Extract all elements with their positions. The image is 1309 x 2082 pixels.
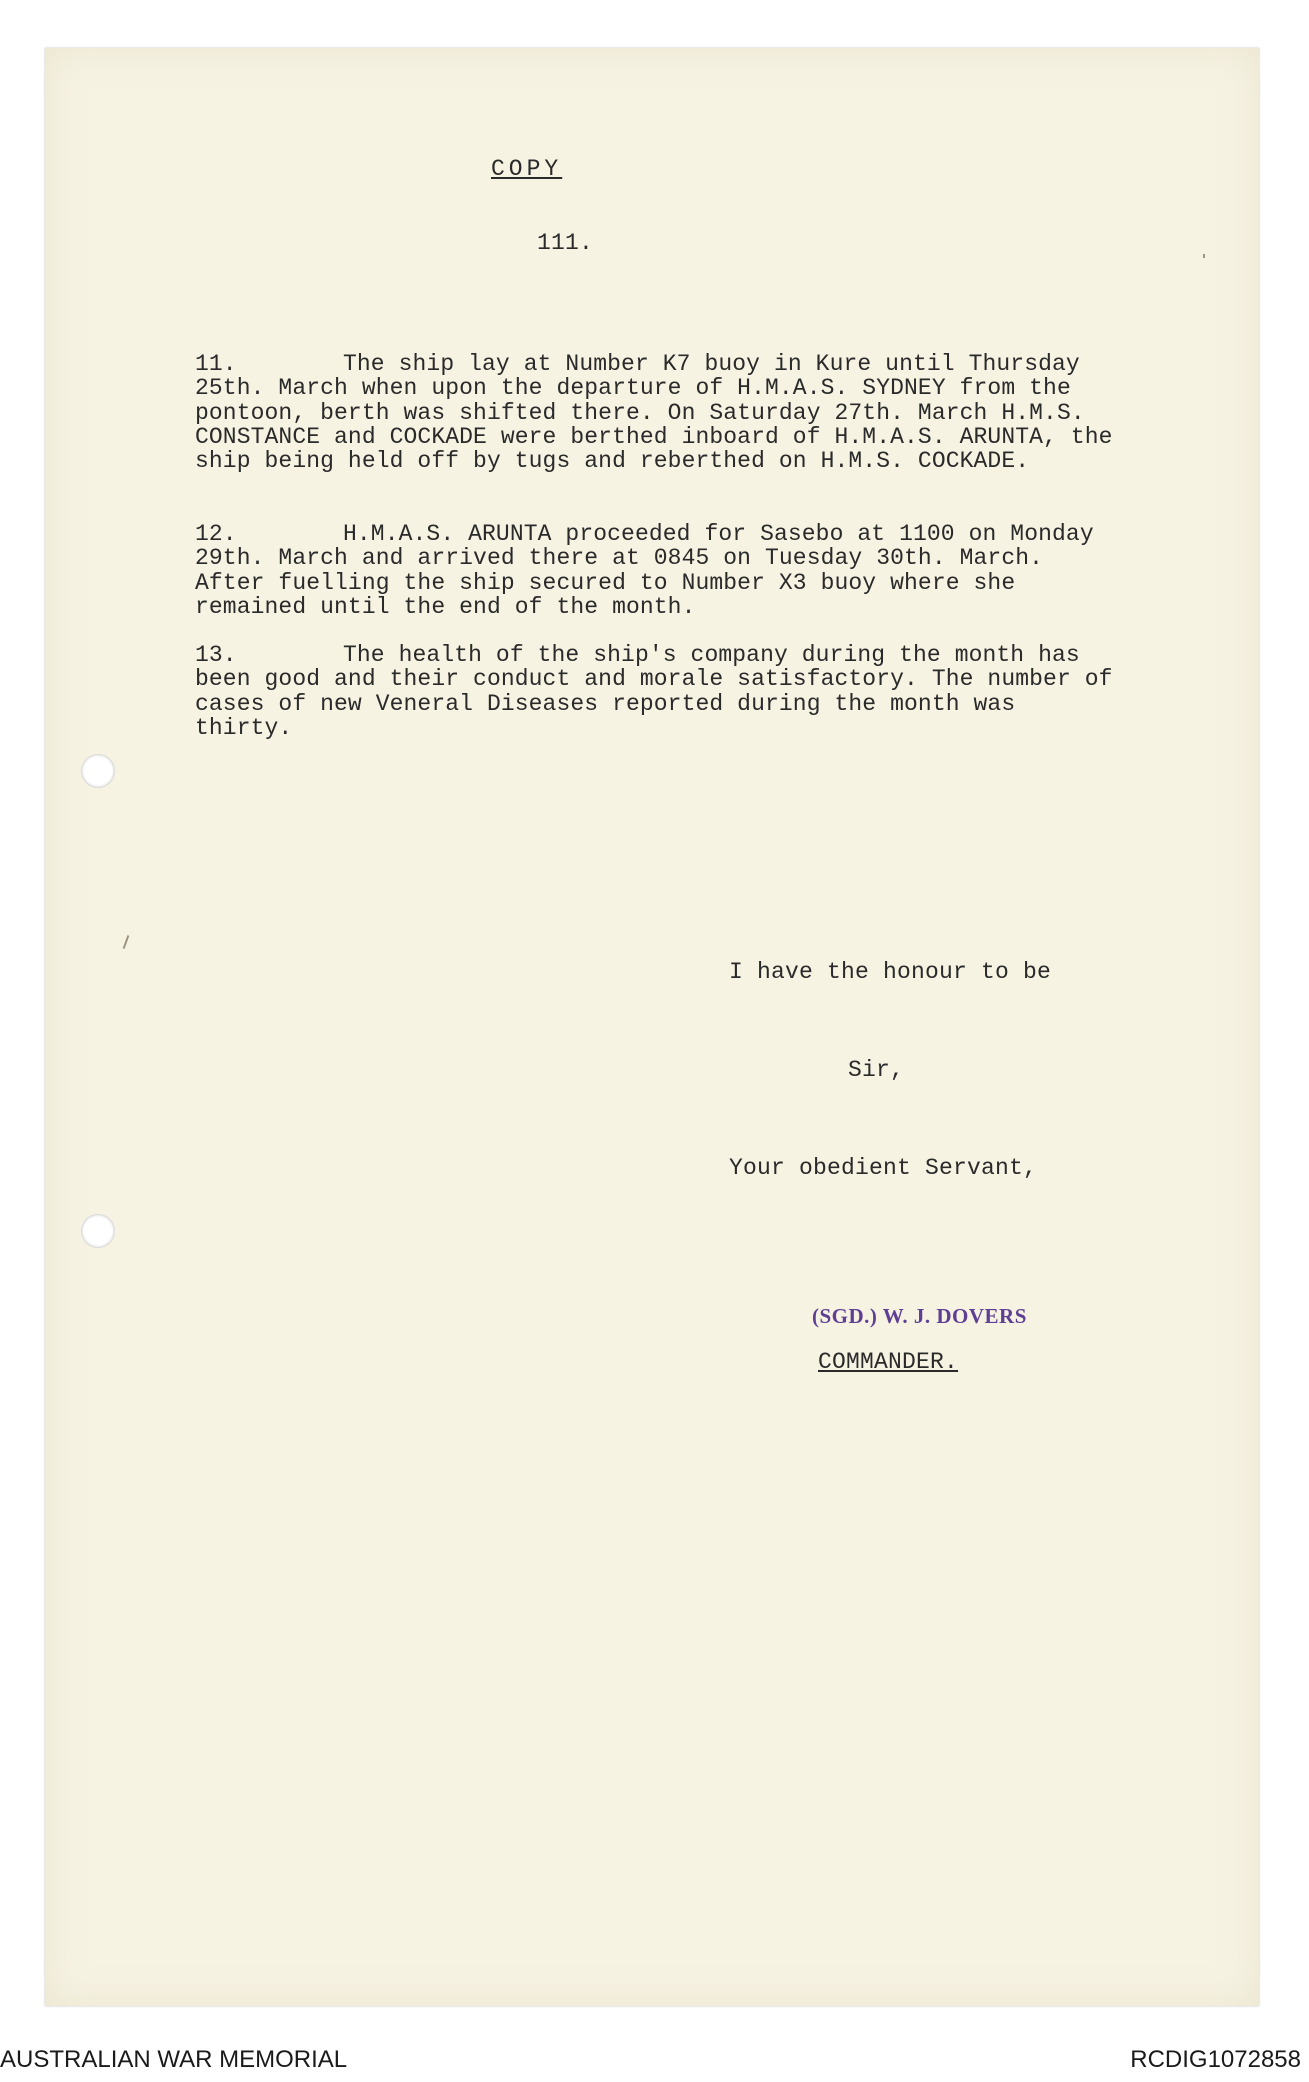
paragraph-text: The health of the ship's company during the month has been good and their conduct and morale satisfactory. The number of cases of new Veneral Diseases reported during the month was thirty. xyxy=(195,642,1113,741)
paper-mark xyxy=(1203,254,1205,258)
closing-line-sir: Sir, xyxy=(848,1057,905,1083)
paragraph-number: 13. xyxy=(195,642,237,668)
paragraph-11 xyxy=(195,352,1115,473)
paragraph-12 xyxy=(195,522,1115,619)
paragraph-text: The ship lay at Number K7 buoy in Kure until Thursday 25th. March when upon the departure of H.M.A.S. SYDNEY from the pontoon, berth was shifted there. On Saturday 27th. March H.M.S. CONSTANCE and COCKADE were berthed inboard of H.M.A.S. ARUNTA, the ship being held off by tugs and reberthed on H.M.S. COCKADE. xyxy=(195,351,1113,475)
paragraph-number: 11. xyxy=(195,351,237,377)
document-heading: COPY xyxy=(491,156,563,182)
page-number: 111. xyxy=(537,230,594,256)
signatory-title: COMMANDER. xyxy=(818,1349,959,1375)
paragraph-number: 12. xyxy=(195,521,237,547)
paragraph-text: H.M.A.S. ARUNTA proceeded for Sasebo at 1100 on Monday 29th. March and arrived there at 0845 on Tuesday 30th. March. After fuelling the ship secured to Number X3 buoy where she remained until the end of the month. xyxy=(195,521,1094,620)
paragraph-13 xyxy=(195,643,1115,740)
footer-record-id: RCDIG1072858 xyxy=(1130,2046,1301,2073)
document-page xyxy=(45,48,1259,2006)
punch-hole-bottom xyxy=(81,1214,115,1248)
punch-hole-top xyxy=(81,754,115,788)
closing-line-honour: I have the honour to be xyxy=(729,959,1052,985)
signature-stamp: (SGD.) W. J. DOVERS xyxy=(812,1304,1027,1328)
closing-line-servant: Your obedient Servant, xyxy=(729,1155,1038,1181)
footer-institution: AUSTRALIAN WAR MEMORIAL xyxy=(0,2046,348,2073)
